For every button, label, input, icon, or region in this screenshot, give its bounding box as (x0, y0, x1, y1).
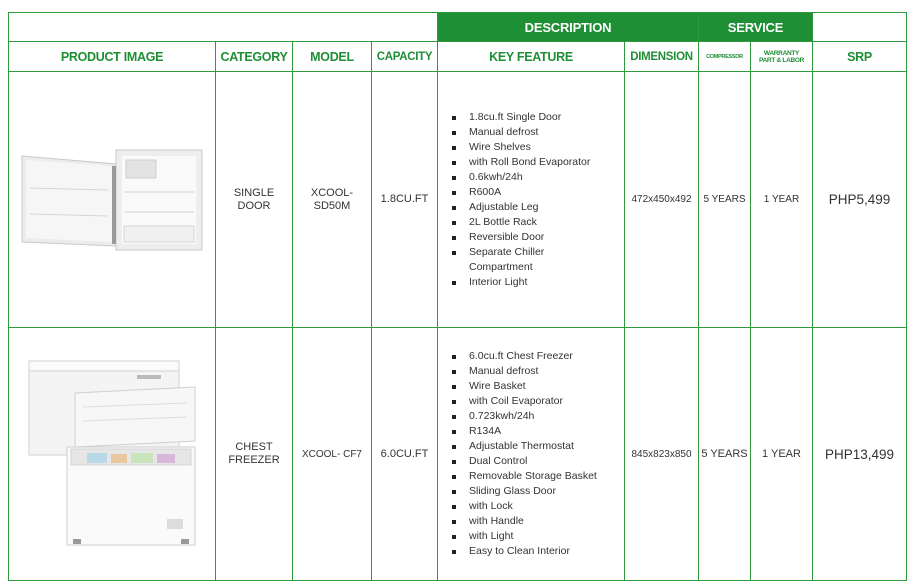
col-key-feature: KEY FEATURE (438, 42, 625, 72)
col-compressor: COMPRESSOR (699, 42, 751, 72)
col-warranty (751, 42, 813, 72)
feature-item: Easy to Clean Interior (452, 544, 597, 559)
product-table (8, 12, 907, 581)
feature-item: Interior Light (452, 275, 590, 290)
capacity-single-door: 1.8CU.FT (372, 72, 438, 328)
feature-item: R134A (452, 424, 597, 439)
warranty-single-door: 1 YEAR (751, 72, 813, 328)
chest-freezer-image (27, 359, 197, 549)
feature-item: 6.0cu.ft Chest Freezer (452, 349, 597, 364)
feature-item: 1.8cu.ft Single Door (452, 110, 590, 125)
compressor-single-door: 5 YEARS (699, 72, 751, 328)
col-capacity: CAPACITY (372, 42, 438, 72)
model-chest-freezer: XCOOL- CF7 (293, 328, 372, 581)
dimension-chest-freezer: 845x823x850 (625, 328, 699, 581)
feature-list (452, 110, 590, 290)
feature-item: with Handle (452, 514, 597, 529)
dimension-single-door: 472x450x492 (625, 72, 699, 328)
feature-item: Removable Storage Basket (452, 469, 597, 484)
col-warranty-line2: PART & LABOR (758, 56, 805, 64)
features-chest-freezer (438, 328, 625, 581)
col-model: MODEL (293, 42, 372, 72)
service-band: SERVICE (699, 13, 813, 42)
feature-item: with Lock (452, 499, 597, 514)
srp-single-door: PHP5,499 (813, 72, 907, 328)
feature-item: Wire Basket (452, 379, 597, 394)
compressor-chest-freezer: 5 YEARS (699, 328, 751, 581)
category-chest-freezer (216, 328, 293, 581)
model-line2: SD50M (313, 199, 351, 212)
feature-item: with Roll Bond Evaporator (452, 155, 590, 170)
feature-item: Adjustable Thermostat (452, 439, 597, 454)
feature-item: Separate Chiller (452, 245, 590, 260)
features-single-door (438, 72, 625, 328)
product-image-chest-freezer (9, 328, 216, 581)
product-image-single-door (9, 72, 216, 328)
col-srp: SRP (813, 42, 907, 72)
single-door-refrigerator-image (20, 148, 204, 252)
feature-item: Sliding Glass Door (452, 484, 597, 499)
category-line1: CHEST (235, 441, 273, 453)
feature-item: Reversible Door (452, 230, 590, 245)
category-single-door (216, 72, 293, 328)
model-single-door (293, 72, 372, 328)
category-line2: FREEZER (228, 454, 280, 466)
feature-item: 0.6kwh/24h (452, 170, 590, 185)
col-warranty-line1: WARRANTY (763, 49, 800, 57)
feature-list (452, 349, 597, 559)
description-band: DESCRIPTION (438, 13, 699, 42)
feature-item: R600A (452, 185, 590, 200)
feature-item: Dual Control (452, 454, 597, 469)
feature-item-continued: Compartment (469, 260, 533, 273)
feature-item: with Light (452, 529, 597, 544)
feature-item: 0.723kwh/24h (452, 409, 597, 424)
feature-item: 2L Bottle Rack (452, 215, 590, 230)
feature-item: Manual defrost (452, 364, 597, 379)
srp-chest-freezer: PHP13,499 (813, 328, 907, 581)
col-dimension: DIMENSION (625, 42, 699, 72)
feature-item: Adjustable Leg (452, 200, 590, 215)
feature-item: Wire Shelves (452, 140, 590, 155)
col-product-image: PRODUCT IMAGE (9, 42, 216, 72)
srp-band-blank (813, 13, 907, 42)
category-line2: DOOR (237, 199, 271, 212)
header-blank (9, 13, 438, 42)
capacity-chest-freezer: 6.0CU.FT (372, 328, 438, 581)
col-category: CATEGORY (216, 42, 293, 72)
category-line1: SINGLE (233, 186, 275, 199)
warranty-chest-freezer: 1 YEAR (751, 328, 813, 581)
feature-item: Manual defrost (452, 125, 590, 140)
feature-item: with Coil Evaporator (452, 394, 597, 409)
model-line1: XCOOL- (310, 186, 354, 199)
